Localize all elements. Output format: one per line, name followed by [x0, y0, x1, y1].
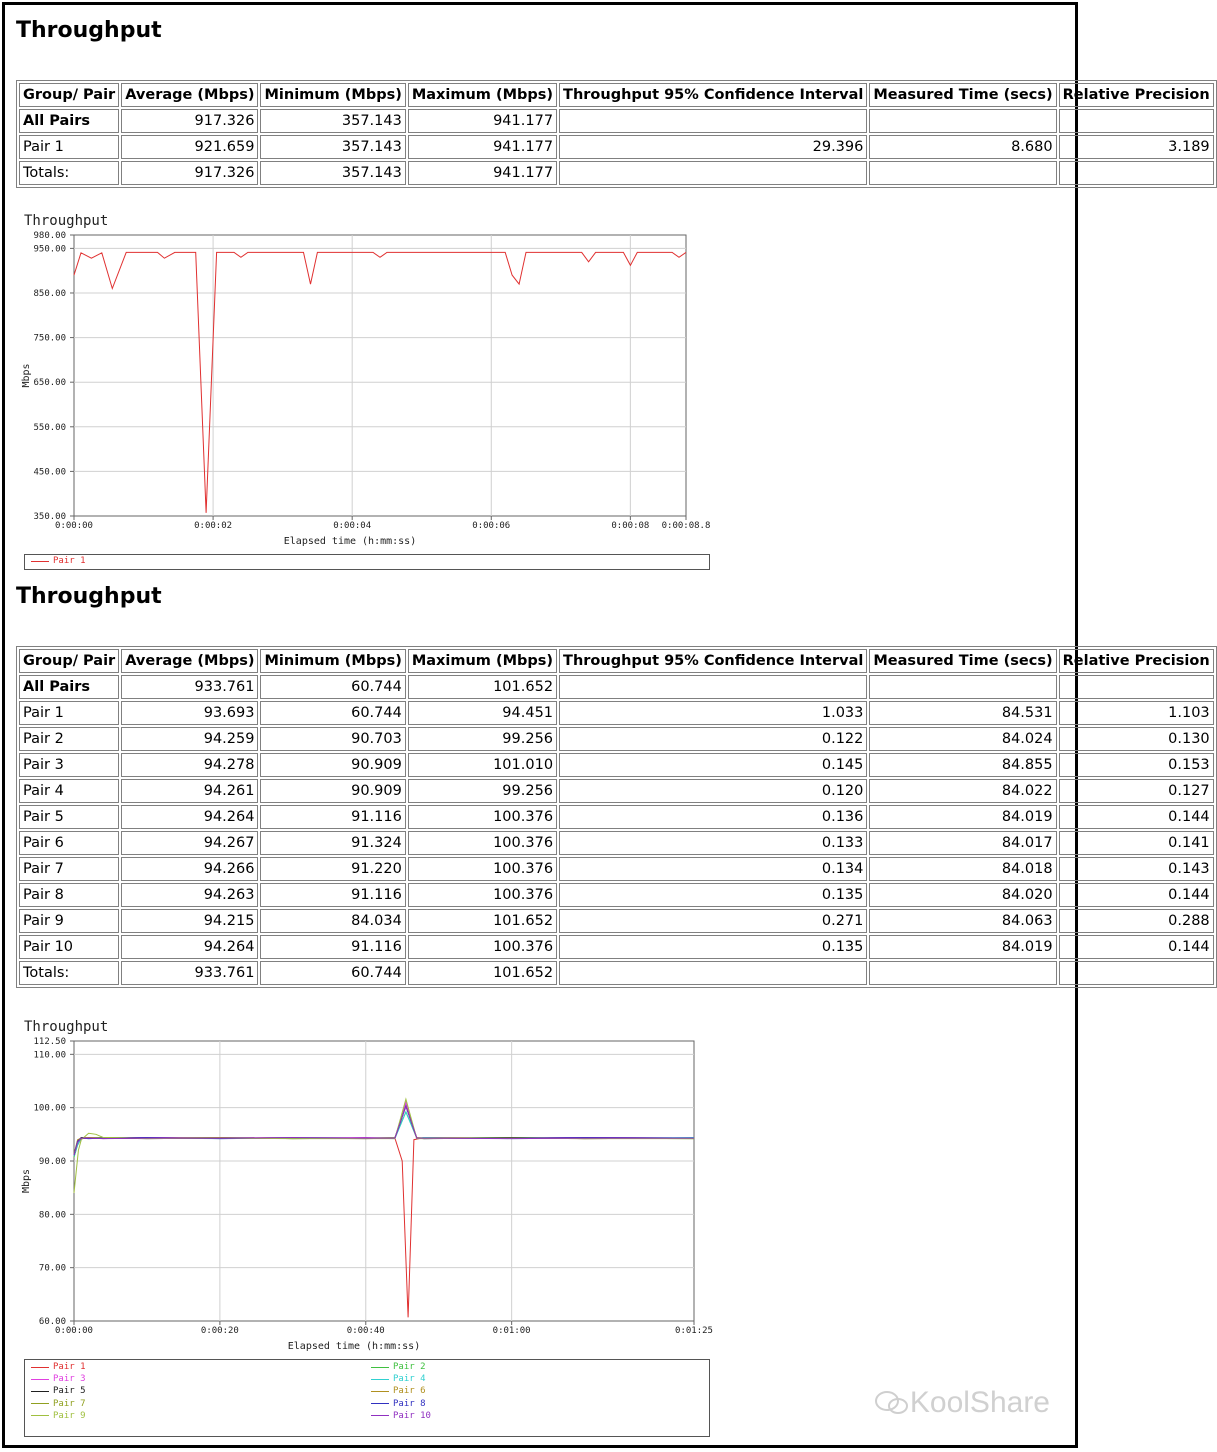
table-cell: 933.761: [121, 675, 258, 699]
table-cell: 84.018: [869, 857, 1056, 881]
column-header: Minimum (Mbps): [260, 649, 405, 673]
y-tick-label: 450.00: [33, 467, 66, 478]
table-cell: 84.024: [869, 727, 1056, 751]
table-cell: [1059, 961, 1214, 985]
table-cell: 94.266: [121, 857, 258, 881]
legend-label: Pair 8: [393, 1398, 426, 1409]
legend-item: [371, 1399, 426, 1409]
table-row: [19, 753, 1214, 777]
table-cell: 94.259: [121, 727, 258, 751]
table-cell: 0.144: [1059, 883, 1214, 907]
table-cell: 0.134: [559, 857, 867, 881]
legend-item: [31, 556, 86, 566]
table-row: [19, 883, 1214, 907]
table-cell: 0.135: [559, 935, 867, 959]
y-tick-label: 850.00: [33, 288, 66, 299]
x-tick-label: 0:00:06: [472, 521, 511, 531]
y-axis-label: Mbps: [21, 363, 32, 388]
legend-label: Pair 7: [53, 1398, 86, 1409]
x-axis-label: Elapsed time (h:mm:ss): [283, 536, 417, 547]
column-header: Average (Mbps): [121, 649, 258, 673]
row-label: Pair 7: [19, 857, 119, 881]
plot-area: [74, 1041, 694, 1321]
table-cell: 90.703: [260, 727, 405, 751]
x-tick-label: 0:00:08.8: [661, 521, 711, 531]
y-tick-label: 110.00: [33, 1050, 66, 1061]
x-tick-label: 0:00:40: [346, 1326, 385, 1336]
table-row: [19, 675, 1214, 699]
table-cell: 91.116: [260, 883, 405, 907]
table-cell: 0.153: [1059, 753, 1214, 777]
table-cell: 60.744: [260, 961, 405, 985]
table-cell: 91.220: [260, 857, 405, 881]
row-label: All Pairs: [19, 109, 119, 133]
legend-label: Pair 6: [393, 1386, 426, 1397]
table-row: [19, 857, 1214, 881]
table-cell: 0.122: [559, 727, 867, 751]
table-cell: 100.376: [408, 805, 557, 829]
y-tick-label: 550.00: [33, 422, 66, 433]
table-cell: 100.376: [408, 831, 557, 855]
plot-area: [74, 235, 686, 516]
table-cell: 94.451: [408, 701, 557, 725]
table-row: [19, 805, 1214, 829]
table-cell: 941.177: [408, 109, 557, 133]
table-header-row: [19, 83, 1214, 107]
table-row: [19, 727, 1214, 751]
table-cell: 84.022: [869, 779, 1056, 803]
table-cell: 91.116: [260, 805, 405, 829]
table-cell: 0.143: [1059, 857, 1214, 881]
table-row: [19, 831, 1214, 855]
legend-label: Pair 5: [53, 1386, 86, 1397]
table-cell: 357.143: [260, 135, 405, 159]
x-axis-label: Elapsed time (h:mm:ss): [287, 1341, 421, 1352]
legend-label: Pair 10: [393, 1410, 431, 1421]
legend-swatch: [31, 1403, 49, 1404]
table-cell: 94.278: [121, 753, 258, 777]
legend-swatch: [371, 1415, 389, 1416]
table-cell: 0.145: [559, 753, 867, 777]
y-tick-label: 112.50: [33, 1037, 66, 1047]
column-header: Maximum (Mbps): [408, 649, 557, 673]
table-cell: [559, 161, 867, 185]
table-cell: 357.143: [260, 109, 405, 133]
table-cell: 94.263: [121, 883, 258, 907]
table-cell: 0.288: [1059, 909, 1214, 933]
row-label: Pair 5: [19, 805, 119, 829]
row-label: Pair 9: [19, 909, 119, 933]
legend-item: [371, 1386, 426, 1396]
table-cell: 0.120: [559, 779, 867, 803]
legend-item: [31, 1386, 86, 1396]
table-cell: 60.744: [260, 675, 405, 699]
table-cell: [869, 161, 1056, 185]
table-cell: 0.135: [559, 883, 867, 907]
row-label: Pair 8: [19, 883, 119, 907]
table-cell: 941.177: [408, 135, 557, 159]
legend-swatch: [371, 1391, 389, 1392]
row-label: Totals:: [19, 161, 119, 185]
table-cell: 101.010: [408, 753, 557, 777]
table-cell: [559, 109, 867, 133]
chart-legend-2: [24, 1359, 710, 1437]
table-cell: 90.909: [260, 779, 405, 803]
x-tick-label: 0:00:04: [333, 521, 372, 531]
table-cell: 0.130: [1059, 727, 1214, 751]
table-cell: [559, 675, 867, 699]
results-table-2: [16, 646, 1217, 988]
watermark-text: KoolShare: [909, 1386, 1050, 1419]
section-title-1: Throughput: [16, 18, 162, 43]
y-tick-label: 90.00: [38, 1157, 66, 1167]
table-cell: 29.396: [559, 135, 867, 159]
legend-swatch: [31, 1379, 49, 1380]
table-row: [19, 109, 1214, 133]
row-label: Pair 2: [19, 727, 119, 751]
table-row: [19, 935, 1214, 959]
legend-item: [371, 1374, 426, 1384]
legend-item: [371, 1362, 426, 1372]
y-tick-label: 60.00: [38, 1317, 66, 1327]
legend-label: Pair 9: [53, 1410, 86, 1421]
table-cell: 94.264: [121, 805, 258, 829]
x-tick-label: 0:00:08: [611, 521, 650, 531]
y-tick-label: 650.00: [33, 378, 66, 389]
table-cell: 0.144: [1059, 935, 1214, 959]
legend-label: Pair 4: [393, 1374, 426, 1385]
column-header: Average (Mbps): [121, 83, 258, 107]
chart-title: Throughput: [24, 1019, 109, 1035]
table-cell: [869, 675, 1056, 699]
column-header: Throughput 95% Confidence Interval: [559, 83, 867, 107]
chart-title: Throughput: [24, 213, 109, 229]
table-cell: 84.063: [869, 909, 1056, 933]
table-cell: 100.376: [408, 935, 557, 959]
x-tick-label: 0:00:00: [55, 1326, 93, 1336]
table-cell: 84.034: [260, 909, 405, 933]
table-cell: 84.855: [869, 753, 1056, 777]
y-tick-label: 980.00: [33, 231, 66, 241]
table-cell: 94.261: [121, 779, 258, 803]
table-cell: 84.019: [869, 805, 1056, 829]
legend-label: Pair 3: [53, 1374, 86, 1385]
table-cell: 357.143: [260, 161, 405, 185]
section-title-2: Throughput: [16, 584, 162, 609]
results-table-1: [16, 80, 1217, 188]
table-cell: 0.141: [1059, 831, 1214, 855]
legend-label: Pair 2: [393, 1362, 426, 1372]
table-row: [19, 779, 1214, 803]
table-cell: 84.020: [869, 883, 1056, 907]
row-label: Pair 6: [19, 831, 119, 855]
legend-swatch: [371, 1367, 389, 1368]
table-cell: 101.652: [408, 675, 557, 699]
table-cell: 60.744: [260, 701, 405, 725]
row-label: All Pairs: [19, 675, 119, 699]
table-cell: 0.136: [559, 805, 867, 829]
row-label: Totals:: [19, 961, 119, 985]
legend-swatch: [31, 561, 49, 562]
column-header: Measured Time (secs): [869, 649, 1056, 673]
wechat-icon: [874, 1389, 910, 1417]
column-header: Group/ Pair: [19, 649, 119, 673]
y-tick-label: 70.00: [38, 1263, 66, 1274]
y-tick-label: 750.00: [33, 333, 66, 344]
chart-legend-1: [24, 554, 710, 570]
table-cell: 84.531: [869, 701, 1056, 725]
column-header: Minimum (Mbps): [260, 83, 405, 107]
table-row: [19, 161, 1214, 185]
table-cell: 917.326: [121, 109, 258, 133]
table-cell: 921.659: [121, 135, 258, 159]
y-axis-label: Mbps: [21, 1168, 32, 1194]
table-cell: 0.271: [559, 909, 867, 933]
legend-item: [31, 1374, 86, 1384]
y-tick-label: 950.00: [33, 244, 66, 255]
table-cell: 3.189: [1059, 135, 1214, 159]
throughput-chart-2: [0, 1010, 730, 1360]
y-tick-label: 80.00: [38, 1210, 66, 1221]
table-cell: 99.256: [408, 779, 557, 803]
table-cell: [1059, 109, 1214, 133]
table-row: [19, 135, 1214, 159]
column-header: Group/ Pair: [19, 83, 119, 107]
watermark: [874, 1386, 1050, 1420]
table-cell: 101.652: [408, 909, 557, 933]
legend-swatch: [31, 1391, 49, 1392]
y-tick-label: 100.00: [33, 1103, 66, 1114]
legend-swatch: [31, 1367, 49, 1368]
x-tick-label: 0:00:00: [55, 521, 93, 531]
table-cell: 94.215: [121, 909, 258, 933]
x-tick-label: 0:01:25: [675, 1326, 713, 1336]
throughput-chart-1: [0, 205, 720, 575]
legend-item: [31, 1399, 86, 1409]
legend-item: [31, 1362, 86, 1372]
row-label: Pair 4: [19, 779, 119, 803]
table-cell: 917.326: [121, 161, 258, 185]
table-cell: 91.324: [260, 831, 405, 855]
legend-item: [31, 1411, 86, 1421]
table-row: [19, 961, 1214, 985]
row-label: Pair 10: [19, 935, 119, 959]
table-cell: [1059, 675, 1214, 699]
legend-item: [371, 1411, 431, 1421]
table-cell: 94.264: [121, 935, 258, 959]
table-cell: 0.127: [1059, 779, 1214, 803]
table-cell: 94.267: [121, 831, 258, 855]
row-label: Pair 3: [19, 753, 119, 777]
column-header: Maximum (Mbps): [408, 83, 557, 107]
row-label: Pair 1: [19, 135, 119, 159]
table-cell: [559, 961, 867, 985]
table-cell: 933.761: [121, 961, 258, 985]
legend-label: Pair 1: [53, 556, 86, 566]
table-row: [19, 909, 1214, 933]
table-cell: 84.017: [869, 831, 1056, 855]
column-header: Relative Precision: [1059, 83, 1214, 107]
table-cell: 84.019: [869, 935, 1056, 959]
column-header: Throughput 95% Confidence Interval: [559, 649, 867, 673]
column-header: Relative Precision: [1059, 649, 1214, 673]
table-cell: 0.144: [1059, 805, 1214, 829]
legend-swatch: [371, 1403, 389, 1404]
x-tick-label: 0:01:00: [492, 1326, 531, 1336]
table-cell: 91.116: [260, 935, 405, 959]
legend-swatch: [31, 1415, 49, 1416]
table-cell: 99.256: [408, 727, 557, 751]
table-cell: 100.376: [408, 857, 557, 881]
y-tick-label: 350.00: [33, 512, 66, 522]
legend-label: Pair 1: [53, 1362, 86, 1372]
row-label: Pair 1: [19, 701, 119, 725]
x-tick-label: 0:00:20: [200, 1326, 239, 1336]
column-header: Measured Time (secs): [869, 83, 1056, 107]
table-cell: 0.133: [559, 831, 867, 855]
table-cell: 93.693: [121, 701, 258, 725]
table-cell: 90.909: [260, 753, 405, 777]
table-cell: 8.680: [869, 135, 1056, 159]
table-cell: 100.376: [408, 883, 557, 907]
table-cell: [869, 109, 1056, 133]
table-row: [19, 701, 1214, 725]
table-header-row: [19, 649, 1214, 673]
table-cell: 1.033: [559, 701, 867, 725]
table-cell: 1.103: [1059, 701, 1214, 725]
x-tick-label: 0:00:02: [194, 521, 233, 531]
legend-swatch: [371, 1379, 389, 1380]
table-cell: 101.652: [408, 961, 557, 985]
table-cell: [1059, 161, 1214, 185]
table-cell: [869, 961, 1056, 985]
table-cell: 941.177: [408, 161, 557, 185]
